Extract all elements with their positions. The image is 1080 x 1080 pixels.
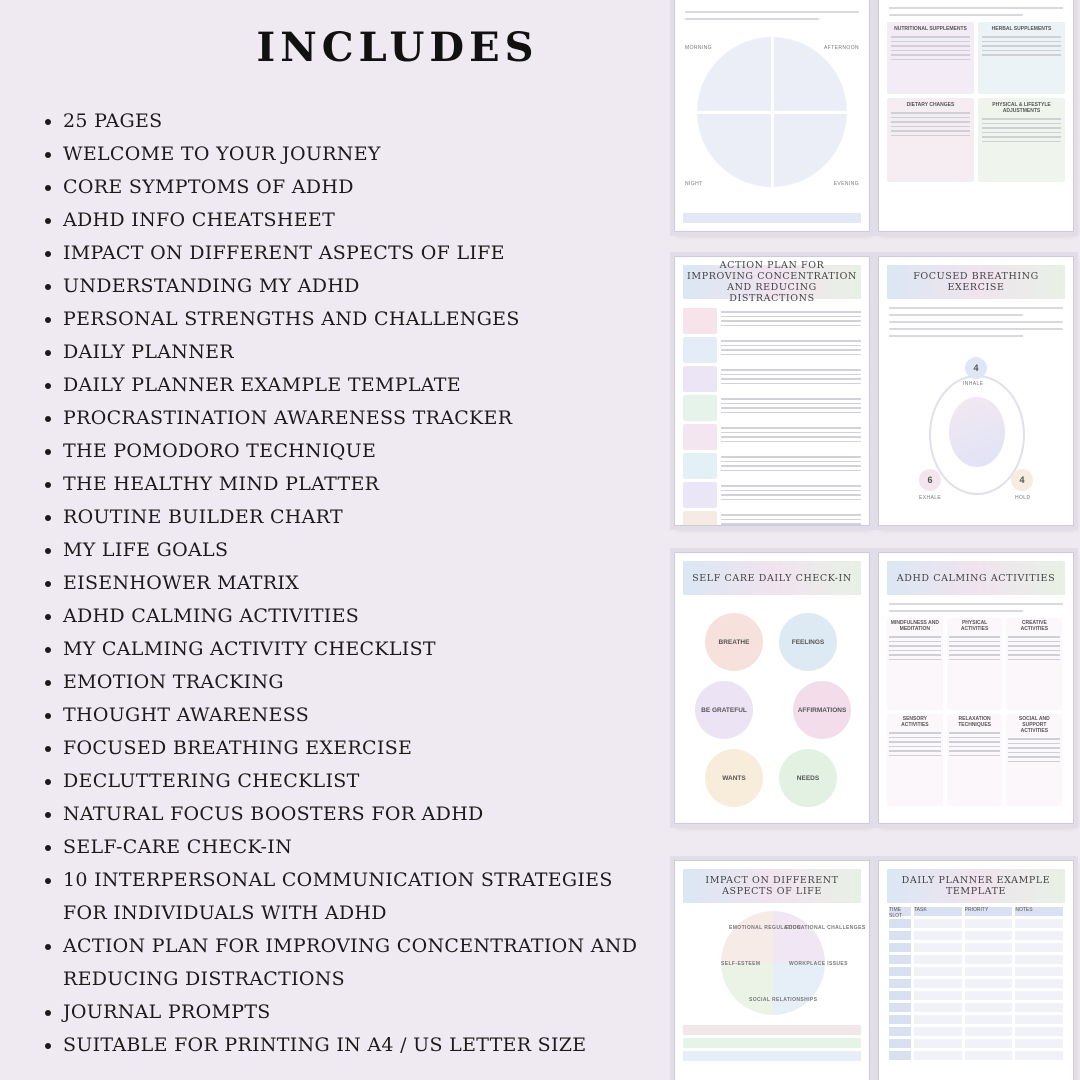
calming-col-label: PHYSICAL ACTIVITIES [960, 620, 989, 632]
supplement-cell: NUTRITIONAL SUPPLEMENTS [887, 22, 974, 94]
list-item: ACTION PLAN FOR IMPROVING CONCENTRATION AND REDUCING DISTRACTIONS [40, 930, 640, 996]
includes-list [40, 105, 640, 1062]
list-item: ADHD CALMING ACTIVITIES [40, 600, 640, 633]
planner-wheel [697, 37, 847, 187]
list-item: THOUGHT AWARENESS [40, 699, 640, 732]
preview-action-plan [674, 256, 870, 526]
list-item: EMOTION TRACKING [40, 666, 640, 699]
list-item: THE POMODORO TECHNIQUE [40, 435, 640, 468]
preview-title: ADHD CALMING ACTIVITIES [887, 561, 1065, 595]
selfcare-wants: WANTS [705, 749, 763, 807]
preview-title: SELF CARE DAILY CHECK-IN [683, 561, 861, 595]
list-item: SUITABLE FOR PRINTING IN A4 / US LETTER SIZE [40, 1029, 640, 1062]
list-item: DECLUTTERING CHECKLIST [40, 765, 640, 798]
preview-self-care [674, 552, 870, 824]
calming-col-label: RELAXATION TECHNIQUES [958, 716, 991, 728]
supplement-cell: DIETARY CHANGES [887, 98, 974, 182]
list-item: UNDERSTANDING MY ADHD [40, 270, 640, 303]
supplement-cell: PHYSICAL & LIFESTYLE ADJUSTMENTS [978, 98, 1065, 182]
breathing-inhale-label: INHALE [963, 381, 984, 387]
breathing-exhale-count: 6 [919, 469, 941, 491]
preview-calming-activities [878, 552, 1074, 824]
preview-title: IMPACT ON DIFFERENT ASPECTS OF LIFE [683, 869, 861, 903]
list-item: SELF-CARE CHECK-IN [40, 831, 640, 864]
breathing-hold-count: 4 [1011, 469, 1033, 491]
planner-header: PRIORITY [965, 907, 1013, 916]
list-item: ROUTINE BUILDER CHART [40, 501, 640, 534]
planner-evening-label: EVENING [833, 181, 859, 187]
list-item: FOCUSED BREATHING EXERCISE [40, 732, 640, 765]
breathing-exhale-label: EXHALE [919, 495, 942, 501]
list-item: 10 INTERPERSONAL COMMUNICATION STRATEGIES FOR INDIVIDUALS WITH ADHD [40, 864, 640, 930]
list-item: PERSONAL STRENGTHS AND CHALLENGES [40, 303, 640, 336]
preview-title: FOCUSED BREATHING EXERCISE [887, 265, 1065, 299]
supplement-cell: HERBAL SUPPLEMENTS [978, 22, 1065, 94]
list-item: THE HEALTHY MIND PLATTER [40, 468, 640, 501]
selfcare-feelings: FEELINGS [779, 613, 837, 671]
list-item: DAILY PLANNER [40, 336, 640, 369]
list-item: CORE SYMPTOMS OF ADHD [40, 171, 640, 204]
planner-header: TIME SLOT [889, 907, 911, 916]
list-item: DAILY PLANNER EXAMPLE TEMPLATE [40, 369, 640, 402]
calming-col-label: CREATIVE ACTIVITIES [1020, 620, 1049, 632]
planner-header: TASK [914, 907, 962, 916]
calming-col-label: SENSORY ACTIVITIES [901, 716, 929, 728]
preview-planner-example [878, 860, 1074, 1080]
preview-title: ACTION PLAN FOR IMPROVING CONCENTRATION AND REDUCING DISTRACTIONS [683, 265, 861, 299]
list-item: PROCRASTINATION AWARENESS TRACKER [40, 402, 640, 435]
preview-focused-breathing [878, 256, 1074, 526]
selfcare-grateful: BE GRATEFUL [695, 681, 753, 739]
selfcare-breathe: BREATHE [705, 613, 763, 671]
includes-heading: INCLUDES [256, 24, 539, 71]
planner-header: NOTES [1015, 907, 1063, 916]
impact-workplace: WORKPLACE ISSUES [789, 961, 848, 967]
list-item: MY CALMING ACTIVITY CHECKLIST [40, 633, 640, 666]
list-item: WELCOME TO YOUR JOURNEY [40, 138, 640, 171]
calming-col-label: MINDFULNESS AND MEDITATION [890, 620, 939, 632]
breathing-hold-label: HOLD [1015, 495, 1031, 501]
planner-morning-label: MORNING [685, 45, 712, 51]
list-item: EISENHOWER MATRIX [40, 567, 640, 600]
preview-natural-focus-boosters [878, 0, 1074, 232]
preview-impact [674, 860, 870, 1080]
planner-night-label: NIGHT [685, 181, 703, 187]
list-item: MY LIFE GOALS [40, 534, 640, 567]
list-item: IMPACT ON DIFFERENT ASPECTS OF LIFE [40, 237, 640, 270]
impact-educational: EDUCATIONAL CHALLENGES [785, 925, 866, 931]
selfcare-affirmations: AFFIRMATIONS [793, 681, 851, 739]
preview-title: DAILY PLANNER EXAMPLE TEMPLATE [887, 869, 1065, 903]
list-item: ADHD INFO CHEATSHEET [40, 204, 640, 237]
impact-emotional: EMOTIONAL REGULATION [729, 925, 801, 931]
impact-selfesteem: SELF-ESTEEM [721, 961, 761, 967]
planner-afternoon-label: AFTERNOON [824, 45, 859, 51]
breathing-inhale-count: 4 [965, 357, 987, 379]
list-item: 25 PAGES [40, 105, 640, 138]
list-item: NATURAL FOCUS BOOSTERS FOR ADHD [40, 798, 640, 831]
selfcare-needs: NEEDS [779, 749, 837, 807]
calming-col-label: SOCIAL AND SUPPORT ACTIVITIES [1018, 716, 1050, 734]
preview-daily-planner [674, 0, 870, 232]
list-item: JOURNAL PROMPTS [40, 996, 640, 1029]
impact-social: SOCIAL RELATIONSHIPS [749, 997, 818, 1003]
